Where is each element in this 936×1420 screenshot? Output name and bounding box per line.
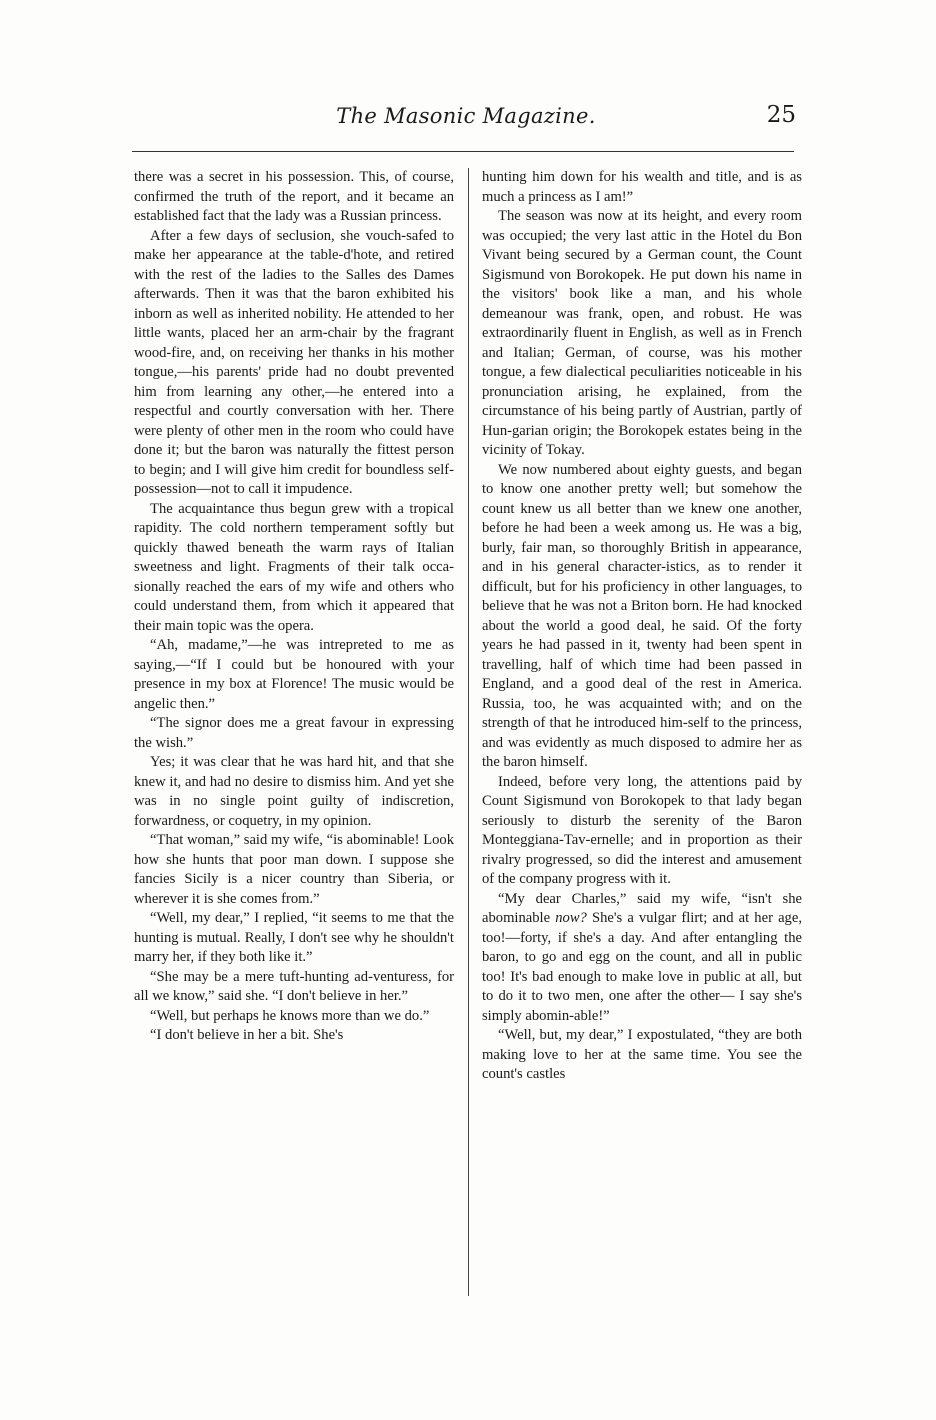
paragraph: “The signor does me a great favour in expressing the wish.” — [134, 715, 454, 751]
paragraph: “Well, but, my dear,” I expostulated, “they are both making love to her at the same time. You see the count's castles — [482, 1027, 802, 1082]
right-column — [482, 168, 802, 1085]
header-rule — [132, 151, 794, 152]
text-run: She's a vulgar flirt; and at her age, too!—forty, if she's a day. And after entangling the baron, to go and egg on the count, and all in public too! It's bad enough to make love in public at all, but to do it to two men, one after the other— I say she's simply abomin-able!” — [482, 910, 802, 1024]
paragraph: “Well, my dear,” I replied, “it seems to me that the hunting is mutual. Really, I don't see why he shouldn't marry her, if they both like it.” — [134, 910, 454, 965]
paragraph-with-italic — [482, 890, 802, 1027]
running-title: The Masonic Magazine. — [336, 104, 596, 128]
paragraph: We now numbered about eighty guests, and began to know one another pretty well; but somehow the count knew us all better than we knew one another, before he had been a week among us. He was a big, burly, fair man, so thoroughly British in appearance, and in his general character-istics, as to render it difficult, but for his proficiency in other languages, to believe that he was not a Briton born. He had knocked about the world a good deal, he said. Of the forty years he had passed in it, twenty had been spent in travelling, half of which time had been passed in England, and a good deal of the rest in America. Russia, too, he was acquainted with; and on the strength of that he introduced him-self to the princess, and was evidently as much disposed to admire her as the baron himself. — [482, 461, 802, 770]
paragraph: Yes; it was clear that he was hard hit, and that she knew it, and had no desire to dismiss him. And yet she was in no single point guilty of indiscretion, forwardness, or coquetry, in my opinion. — [134, 754, 454, 829]
paragraph: there was a secret in his possession. This, of course, confirmed the truth of the report, and it became an established fact that the lady was a Russian princess. — [134, 169, 454, 224]
paragraph: Indeed, before very long, the attentions paid by Count Sigismund von Borokopek to that lady began seriously to disturb the serenity of the Baron Monteggiana-Tav-ernelle; and in proportion as their rivalry progressed, so did the interest and amusement of the company progress with it. — [482, 773, 802, 887]
paragraph: The acquaintance thus begun grew with a tropical rapidity. The cold northern temperament softly but quickly thawed beneath the warm rays of Italian sweetness and light. Fragments of their talk occa-sionally reached the ears of my wife and others who could understand them, from which it appeared that their main topic was the opera. — [134, 500, 454, 634]
text-run: “My dear Charles,” said my wife, “isn't she abominable — [482, 890, 802, 926]
left-column — [134, 168, 454, 1046]
paragraph: “Ah, madame,”—he was intrepreted to me as saying,—“If I could but be honoured with your presence in my box at Florence! The music would be angelic then.” — [134, 637, 454, 712]
column-divider — [468, 168, 469, 1296]
paragraph: “That woman,” said my wife, “is abominable! Look how she hunts that poor man down. I suppose she fancies Sicily is a nicer country than Siberia, or wherever it is she comes from.” — [134, 832, 454, 907]
paragraph: “Well, but perhaps he knows more than we do.” — [150, 1007, 430, 1024]
page-number: 25 — [766, 102, 796, 128]
paragraph: hunting him down for his wealth and title, and is as much a princess as I am!” — [482, 169, 802, 205]
page-header — [132, 100, 800, 144]
paragraph: After a few days of seclusion, she vouch-safed to make her appearance at the table-d'hote, and retired with the rest of the ladies to the Salles des Dames afterwards. Then it was that the baron exhibited his inborn as well as inherited nobility. He attended to her little wants, placed her an arm-chair by the fragrant wood-fire, and, on receiving her thanks in his mother tongue,—his parents' pride had no doubt prevented him from learning any other,—he entered into a respectful and courtly conversation with her. There were plenty of other men in the room who could have done it; but the baron was naturally the fittest person to begin; and I will give him credit for boundless self-possession—not to call it impudence. — [134, 227, 454, 497]
paragraph: “She may be a mere tuft-hunting ad-venturess, for all we know,” said she. “I don't believe in her.” — [134, 968, 454, 1004]
italic-word: now? — [555, 910, 587, 926]
paragraph: “I don't believe in her a bit. She's — [150, 1027, 344, 1043]
paragraph: The season was now at its height, and every room was occupied; the very last attic in the Hotel du Bon Vivant being secured by a German count, the Count Sigismund von Borokopek. He put down his name in the visitors' book like a man, and his whole demeanour was frank, open, and robust. He was extraordinarily fluent in English, as well as in French and Italian; German, of course, was his mother tongue, a few dialectical peculiarities noticeable in his pronunciation arising, he explained, from the circumstance of his being partly of Austrian, partly of Hun-garian origin; the Borokopek estates being in the vicinity of Tokay. — [482, 208, 802, 458]
